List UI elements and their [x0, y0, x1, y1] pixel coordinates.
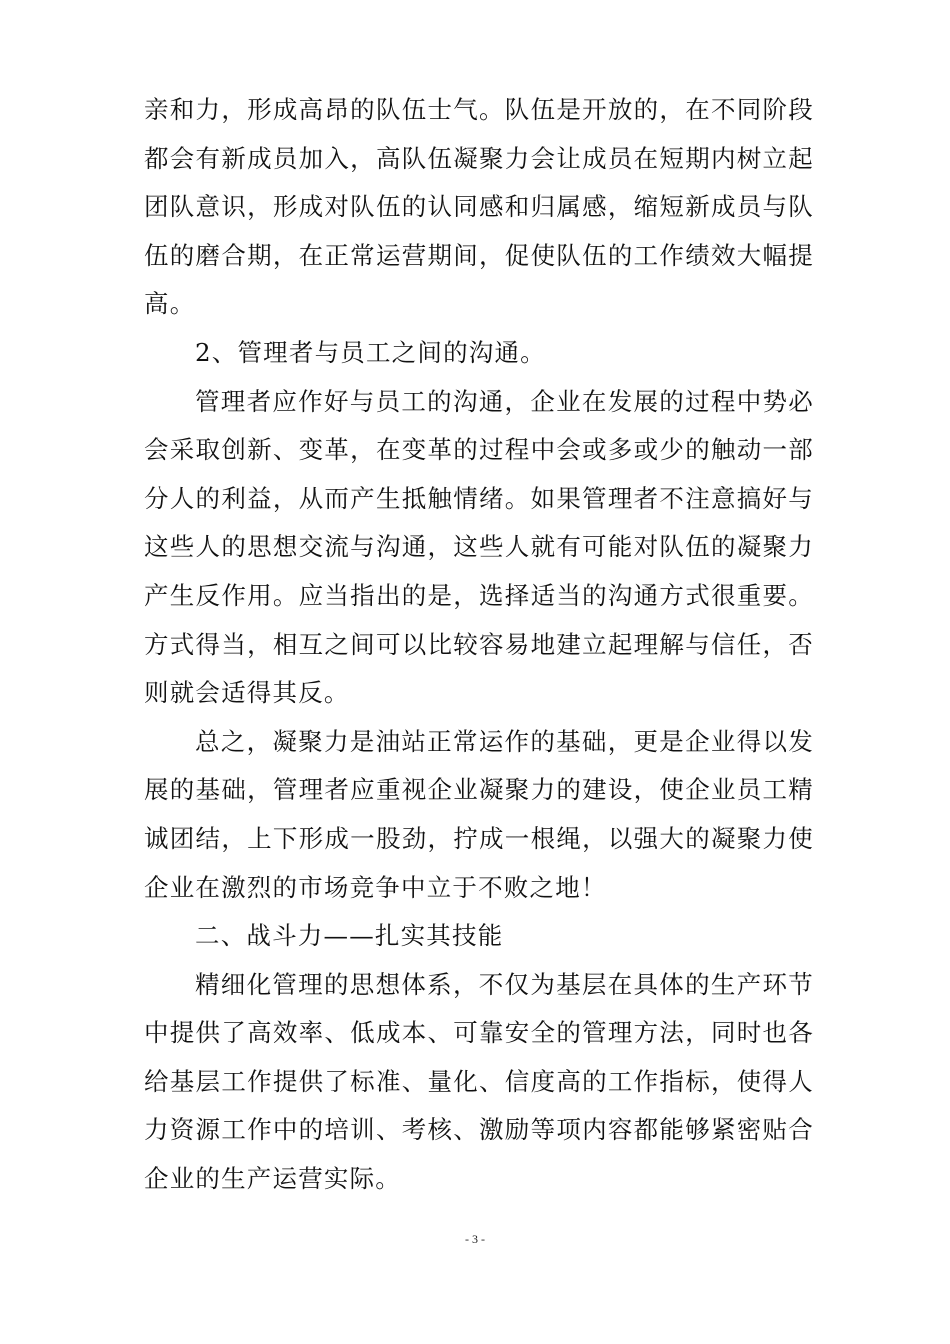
- paragraph-summary: 总之，凝聚力是油站正常运作的基础，更是企业得以发展的基础，管理者应重视企业凝聚力的建设，使企业员工精诚团结，上下形成一股劲，拧成一根绳，以强大的凝聚力使企业在激烈的市场竞争中立于不败之地！: [144, 726, 814, 902]
- paragraph-fine-management: 精细化管理的思想体系，不仅为基层在具体的生产环节中提供了高效率、低成本、可靠安全的管理方法，同时也各给基层工作提供了标准、量化、信度高的工作指标，使得人力资源工作中的培训、考核、激励等项内容都能够紧密贴合企业的生产运营实际。: [144, 969, 814, 1194]
- paragraph-section-heading-communication: 2、管理者与员工之间的沟通。: [195, 337, 546, 367]
- paragraph-continuation: 亲和力，形成高昂的队伍士气。队伍是开放的，在不同阶段都会有新成员加入，高队伍凝聚力会让成员在短期内树立起团队意识，形成对队伍的认同感和归属感，缩短新成员与队伍的磨合期，在正常运营期间，促使队伍的工作绩效大幅提高。: [144, 95, 814, 319]
- paragraph-communication-body: 管理者应作好与员工的沟通，企业在发展的过程中势必会采取创新、变革，在变革的过程中会或多或少的触动一部分人的利益，从而产生抵触情绪。如果管理者不注意搞好与这些人的思想交流与沟通，这些人就有可能对队伍的凝聚力产生反作用。应当指出的是，选择适当的沟通方式很重要。方式得当，相互之间可以比较容易地建立起理解与信任，否则就会适得其反。: [144, 386, 814, 708]
- page-number: - 3 -: [465, 1232, 485, 1246]
- document-body: [144, 86, 814, 1204]
- paragraph-section-heading-combat-power: 二、战斗力——扎实其技能: [195, 921, 504, 951]
